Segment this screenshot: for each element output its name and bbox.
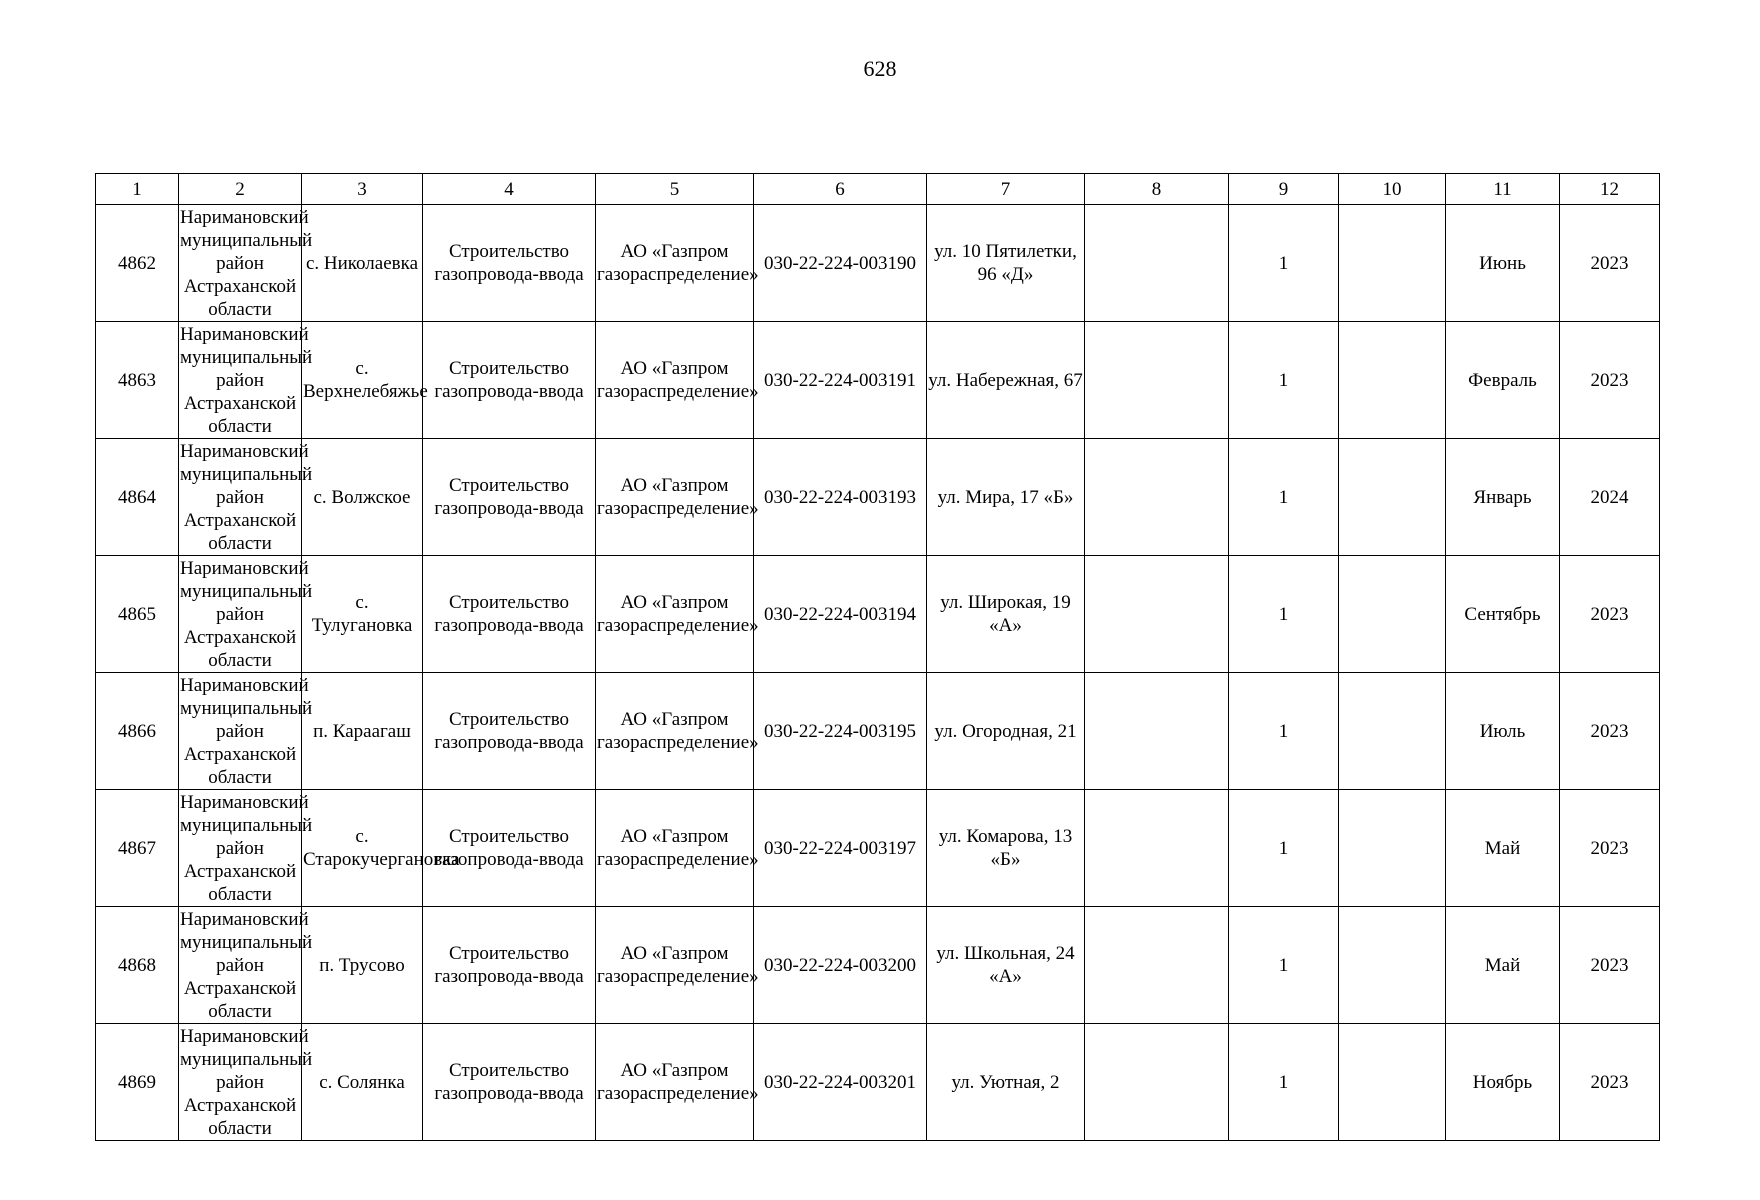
- cell-object-code: 030-22-224-003195: [754, 673, 927, 790]
- column-header: 2: [179, 174, 302, 205]
- cell-object-code: 030-22-224-003194: [754, 556, 927, 673]
- cell-object-code: 030-22-224-003201: [754, 1024, 927, 1141]
- cell-address: ул. Мира, 17 «Б»: [927, 439, 1085, 556]
- cell-col-9: 1: [1229, 205, 1339, 322]
- cell-work-type: Строительство газопровода-ввода: [423, 790, 596, 907]
- table-body: [96, 205, 1660, 1141]
- cell-address: ул. Школьная, 24 «А»: [927, 907, 1085, 1024]
- cell-settlement: п. Трусово: [302, 907, 423, 1024]
- table-row: [96, 322, 1660, 439]
- cell-col-9: 1: [1229, 1024, 1339, 1141]
- cell-col-9: 1: [1229, 556, 1339, 673]
- cell-organization: АО «Газпром газораспределение»: [596, 205, 754, 322]
- cell-col-9: 1: [1229, 790, 1339, 907]
- cell-settlement: с. Верхнелебяжье: [302, 322, 423, 439]
- column-header: 11: [1446, 174, 1560, 205]
- table-header-row: [96, 174, 1660, 205]
- page-number: 628: [863, 56, 897, 81]
- cell-col-8: [1085, 673, 1229, 790]
- table-row: [96, 673, 1660, 790]
- cell-object-code: 030-22-224-003190: [754, 205, 927, 322]
- cell-month: Июль: [1446, 673, 1560, 790]
- cell-address: ул. Огородная, 21: [927, 673, 1085, 790]
- cell-col-10: [1339, 322, 1446, 439]
- cell-district: Наримановский муниципальный район Астраханской области: [180, 1025, 313, 1139]
- cell-number: 4865: [96, 556, 179, 673]
- column-header: 9: [1229, 174, 1339, 205]
- cell-settlement: с. Николаевка: [302, 205, 423, 322]
- cell-col-10: [1339, 673, 1446, 790]
- cell-number: 4862: [96, 205, 179, 322]
- cell-col-10: [1339, 1024, 1446, 1141]
- column-header: 5: [596, 174, 754, 205]
- cell-col-10: [1339, 439, 1446, 556]
- column-header: 8: [1085, 174, 1229, 205]
- table-row: [96, 439, 1660, 556]
- cell-month: Май: [1446, 790, 1560, 907]
- cell-year: 2023: [1560, 673, 1660, 790]
- cell-year: 2023: [1560, 205, 1660, 322]
- column-header: 10: [1339, 174, 1446, 205]
- cell-address: ул. Набережная, 67: [927, 322, 1085, 439]
- cell-work-type: Строительство газопровода-ввода: [423, 673, 596, 790]
- cell-month: Январь: [1446, 439, 1560, 556]
- cell-number: 4867: [96, 790, 179, 907]
- cell-col-8: [1085, 205, 1229, 322]
- cell-work-type: Строительство газопровода-ввода: [423, 907, 596, 1024]
- cell-month: Июнь: [1446, 205, 1560, 322]
- cell-organization: АО «Газпром газораспределение»: [596, 439, 754, 556]
- table-row: [96, 205, 1660, 322]
- cell-district: Наримановский муниципальный район Астраханской области: [180, 323, 313, 437]
- cell-settlement: п. Караагаш: [302, 673, 423, 790]
- cell-address: ул. Уютная, 2: [927, 1024, 1085, 1141]
- cell-month: Сентябрь: [1446, 556, 1560, 673]
- cell-year: 2024: [1560, 439, 1660, 556]
- cell-work-type: Строительство газопровода-ввода: [423, 1024, 596, 1141]
- cell-col-9: 1: [1229, 673, 1339, 790]
- cell-organization: АО «Газпром газораспределение»: [596, 907, 754, 1024]
- column-header: 1: [96, 174, 179, 205]
- cell-col-9: 1: [1229, 439, 1339, 556]
- cell-object-code: 030-22-224-003191: [754, 322, 927, 439]
- cell-organization: АО «Газпром газораспределение»: [596, 790, 754, 907]
- cell-year: 2023: [1560, 322, 1660, 439]
- cell-address: ул. 10 Пятилетки, 96 «Д»: [927, 205, 1085, 322]
- table-row: [96, 1024, 1660, 1141]
- cell-organization: АО «Газпром газораспределение»: [596, 556, 754, 673]
- cell-col-10: [1339, 556, 1446, 673]
- cell-settlement: с. Старокучергановка: [302, 790, 423, 907]
- cell-col-8: [1085, 439, 1229, 556]
- cell-district: Наримановский муниципальный район Астраханской области: [180, 791, 313, 905]
- cell-col-10: [1339, 790, 1446, 907]
- cell-district: Наримановский муниципальный район Астраханской области: [180, 557, 313, 671]
- column-header: 6: [754, 174, 927, 205]
- cell-number: 4869: [96, 1024, 179, 1141]
- cell-number: 4863: [96, 322, 179, 439]
- cell-number: 4868: [96, 907, 179, 1024]
- cell-month: Ноябрь: [1446, 1024, 1560, 1141]
- cell-col-10: [1339, 907, 1446, 1024]
- table-row: [96, 790, 1660, 907]
- cell-col-8: [1085, 556, 1229, 673]
- cell-col-8: [1085, 1024, 1229, 1141]
- table-row: [96, 907, 1660, 1024]
- cell-organization: АО «Газпром газораспределение»: [596, 1024, 754, 1141]
- cell-settlement: с. Солянка: [302, 1024, 423, 1141]
- cell-work-type: Строительство газопровода-ввода: [423, 205, 596, 322]
- document-table: [95, 173, 1660, 1141]
- cell-col-9: 1: [1229, 322, 1339, 439]
- cell-district: Наримановский муниципальный район Астраханской области: [180, 674, 313, 788]
- column-header: 7: [927, 174, 1085, 205]
- cell-object-code: 030-22-224-003197: [754, 790, 927, 907]
- column-header: 4: [423, 174, 596, 205]
- cell-col-10: [1339, 205, 1446, 322]
- cell-organization: АО «Газпром газораспределение»: [596, 673, 754, 790]
- cell-object-code: 030-22-224-003200: [754, 907, 927, 1024]
- cell-settlement: с. Тулугановка: [302, 556, 423, 673]
- cell-work-type: Строительство газопровода-ввода: [423, 322, 596, 439]
- cell-work-type: Строительство газопровода-ввода: [423, 439, 596, 556]
- cell-month: Май: [1446, 907, 1560, 1024]
- cell-col-8: [1085, 790, 1229, 907]
- cell-object-code: 030-22-224-003193: [754, 439, 927, 556]
- cell-col-8: [1085, 322, 1229, 439]
- cell-address: ул. Широкая, 19 «А»: [927, 556, 1085, 673]
- cell-district: Наримановский муниципальный район Астраханской области: [180, 440, 313, 554]
- cell-year: 2023: [1560, 790, 1660, 907]
- cell-number: 4866: [96, 673, 179, 790]
- cell-address: ул. Комарова, 13 «Б»: [927, 790, 1085, 907]
- column-header: 12: [1560, 174, 1660, 205]
- cell-organization: АО «Газпром газораспределение»: [596, 322, 754, 439]
- cell-district: Наримановский муниципальный район Астраханской области: [180, 908, 313, 1022]
- cell-district: Наримановский муниципальный район Астраханской области: [180, 206, 313, 320]
- cell-col-9: 1: [1229, 907, 1339, 1024]
- cell-work-type: Строительство газопровода-ввода: [423, 556, 596, 673]
- cell-number: 4864: [96, 439, 179, 556]
- column-header: 3: [302, 174, 423, 205]
- cell-settlement: с. Волжское: [302, 439, 423, 556]
- table-row: [96, 556, 1660, 673]
- cell-month: Февраль: [1446, 322, 1560, 439]
- cell-year: 2023: [1560, 556, 1660, 673]
- cell-col-8: [1085, 907, 1229, 1024]
- cell-year: 2023: [1560, 1024, 1660, 1141]
- cell-year: 2023: [1560, 907, 1660, 1024]
